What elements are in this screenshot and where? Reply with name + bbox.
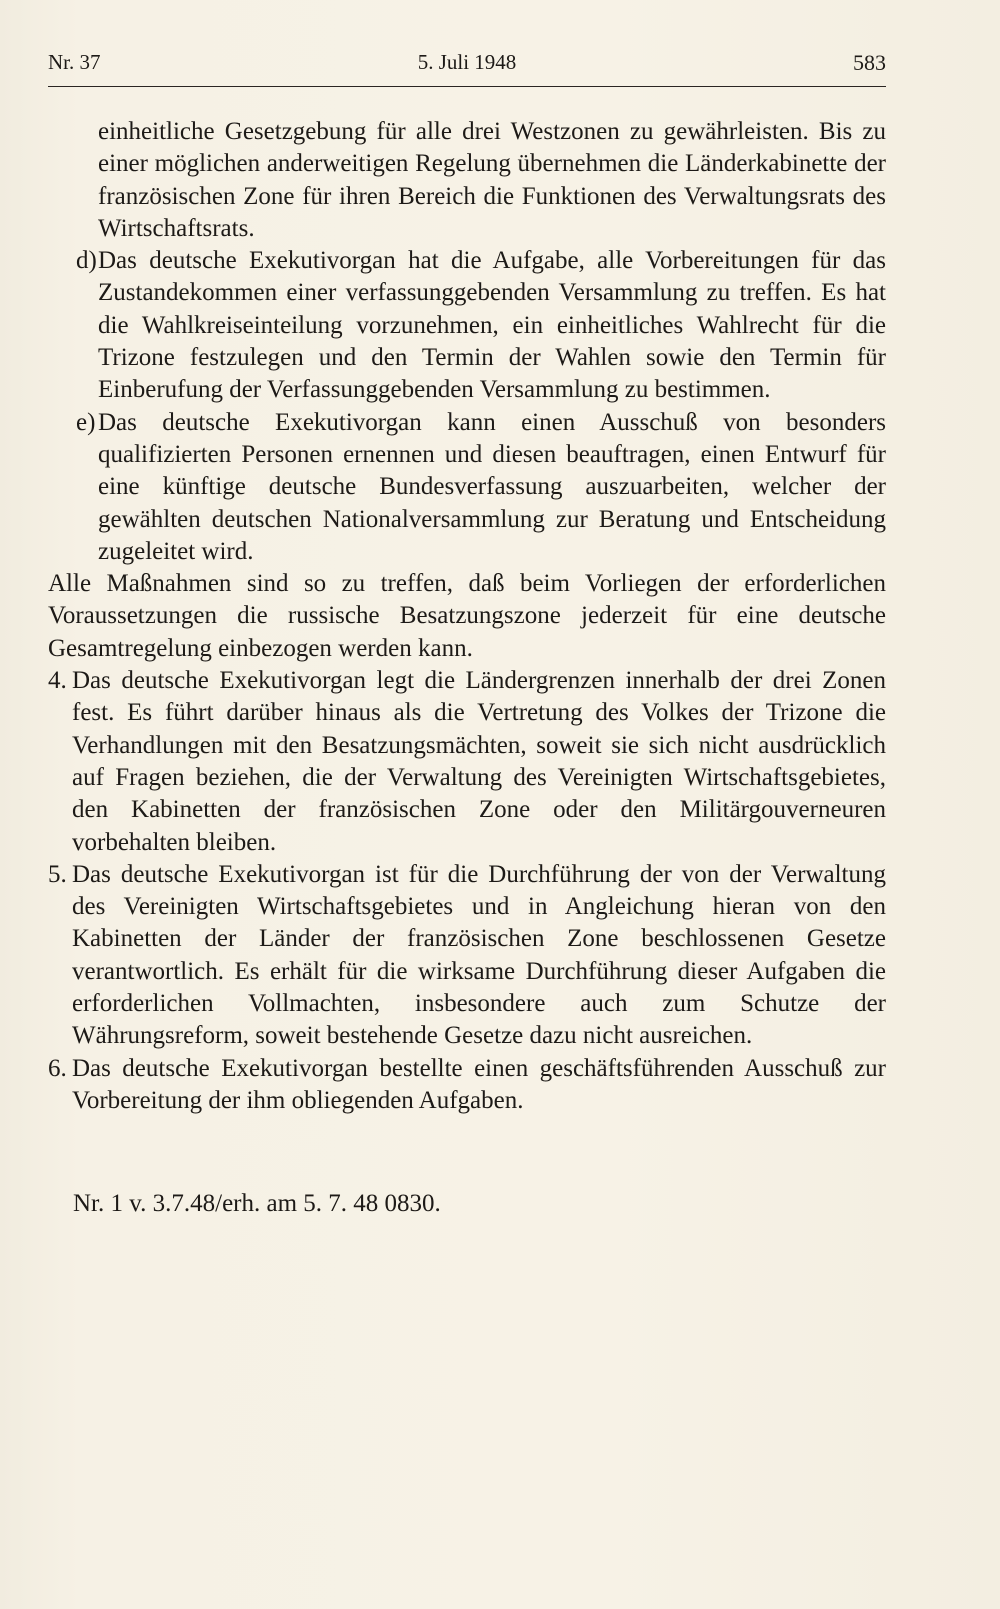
list-item-4-text: Das deutsche Exekutivorgan legt die Ländergrenzen innerhalb der drei Zonen fest. Es führt darüber hinaus als die Vertretung des Volkes der Trizone die Verhandlungen mit den Besatzungsmächten, soweit sie sich nicht ausdrücklich auf Fragen beziehen, die der Verwaltung des Vereinigten Wirtschaftsgebietes, den Kabinetten der französischen Zone oder den Militärgouverneuren vorbehalten bleiben.	[72, 667, 886, 856]
list-item-e-text: Das deutsche Exekutivorgan kann einen Ausschuß von besonders qualifizierten Personen ernennen und diesen beauftragen, einen Entwurf für eine künftige deutsche Bundesverfassung auszuarbeiten, welcher der gewählten deutschen Nationalversammlung zur Beratung und Entscheidung zugeleitet wird.	[98, 408, 886, 565]
list-item-e	[48, 407, 886, 568]
list-marker-6: 6.	[48, 1054, 67, 1082]
paragraph-c-continuation: einheitliche Gesetzgebung für alle drei Westzonen zu gewährleisten. Bis zu einer möglichen anderweitigen Regelung übernehmen die Länderkabinette der französischen Zone für ihren Bereich die Funktionen des Verwaltungsrats des Wirtschaftsrats.	[98, 118, 886, 242]
list-marker-5: 5.	[48, 860, 67, 888]
document-number: Nr. 37	[48, 50, 101, 74]
body-text	[48, 116, 886, 1117]
list-marker-e: e)	[76, 408, 96, 436]
list-marker-4: 4.	[48, 667, 67, 695]
header-rule	[48, 86, 886, 87]
list-item-5	[48, 859, 886, 1053]
list-item-5-text: Das deutsche Exekutivorgan ist für die Durchführung der von der Verwaltung des Vereinigten Wirtschaftsgebietes und in Angleichung hieran von den Kabinetten der Länder der französischen Zone beschlossenen Gesetze verantwortlich. Es erhält für die wirksame Durchführung dieser Aufgaben die erforderlichen Vollmachten, insbesondere auch zum Schutze der Währungsreform, soweit bestehende Gesetze dazu nicht ausreichen.	[72, 860, 886, 1050]
list-item-6-text: Das deutsche Exekutivorgan bestellte einen geschäftsführenden Ausschuß zur Vorbereitung der ihm obliegenden Aufgaben.	[72, 1054, 886, 1114]
list-item-6	[48, 1053, 886, 1118]
header-date: 5. Juli 1948	[417, 50, 517, 74]
paragraph-closing: Alle Maßnahmen sind so zu treffen, daß beim Vorliegen der erforderlichen Voraussetzungen die russische Besatzungszone jederzeit für eine deutsche Gesamtregelung einbezogen werden kann.	[48, 570, 886, 662]
running-header	[48, 50, 886, 84]
transmission-reference: Nr. 1 v. 3.7.48/erh. am 5. 7. 48 0830.	[73, 1190, 441, 1217]
list-marker-d: d)	[76, 247, 97, 275]
list-item-d-text: Das deutsche Exekutivorgan hat die Aufgabe, alle Vorbereitungen für das Zustandekommen einer verfassunggebenden Versammlung zu treffen. Es hat die Wahlkreiseinteilung vorzunehmen, ein einheitliches Wahlrecht für die Trizone festzulegen und den Termin der Wahlen sowie den Termin für Einberufung der Verfassunggebenden Versammlung zu bestimmen.	[98, 247, 886, 404]
page-number: 583	[853, 50, 886, 75]
list-item-d	[48, 245, 886, 406]
list-item-4	[48, 665, 886, 859]
